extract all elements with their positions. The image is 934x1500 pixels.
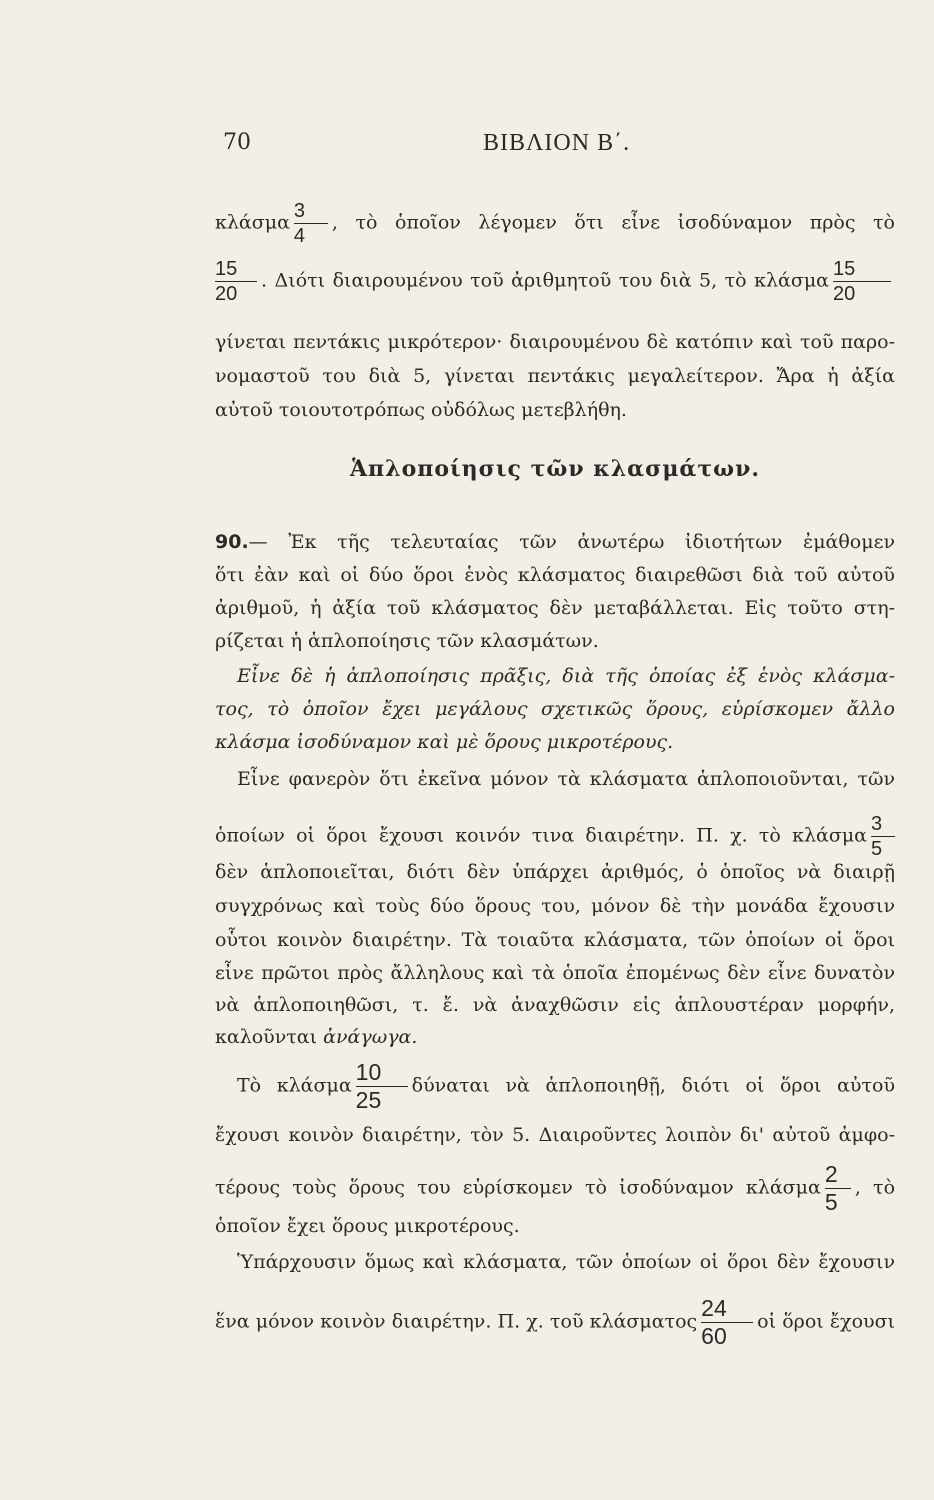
fraction-numerator: 15 — [215, 258, 238, 280]
fraction-numerator: 10 — [355, 1059, 382, 1085]
text-span: , τὸ ὁποῖον λέγομεν ὅτι εἶνε ἰσοδύναμον πρὸς τὸ — [331, 211, 895, 234]
text-line — [215, 200, 895, 247]
text-span: . Διότι διαιρουμένου τοῦ ἀριθμητοῦ του διὰ 5, τὸ κλάσμα — [261, 269, 829, 292]
text-line — [215, 530, 895, 554]
text-line: γίνεται πεντάκις μικρότερον· διαιρουμένου δὲ κατόπιν καὶ τοῦ παρο- — [215, 331, 895, 353]
fraction-numerator: 3 — [871, 813, 883, 835]
fraction — [356, 1060, 408, 1113]
text-line — [215, 813, 895, 860]
text-line — [215, 1162, 895, 1215]
term-italic: ἀνάγωγα. — [323, 1026, 418, 1048]
text-line: νὰ ἁπλοποιηθῶσι, τ. ἔ. νὰ ἀναχθῶσιν εἰς ἁπλουστέραν μορφήν, — [215, 994, 895, 1016]
text-line: αὐτοῦ τοιουτοτρόπως οὐδόλως μετεβλήθη. — [215, 399, 627, 421]
text-line: ἀριθμοῦ, ἡ ἀξία τοῦ κλάσματος δὲν μεταβάλλεται. Εἰς τοῦτο στη- — [215, 597, 895, 619]
section-number: 90. — [215, 531, 249, 553]
text-line: δὲν ἁπλοποιεῖται, διότι δὲν ὑπάρχει ἀριθμός, ὁ ὁποῖος νὰ διαιρῇ — [215, 861, 895, 883]
fraction — [871, 813, 895, 860]
fraction-denominator: 5 — [871, 838, 883, 860]
fraction — [701, 1296, 753, 1349]
section-heading: Ἁπλοποίησις τῶν κλασμάτων. — [349, 456, 761, 482]
text-span: Τὸ κλάσμα — [237, 1074, 352, 1097]
text-line: ὁποῖον ἔχει ὅρους μικροτέρους. — [215, 1215, 520, 1237]
text-span: τέρους τοὺς ὅρους του εὑρίσκομεν τὸ ἰσοδύναμον κλάσμα — [215, 1176, 821, 1199]
text-line: εἶνε πρῶτοι πρὸς ἄλληλους καὶ τὰ ὁποῖα ἐπομένως δὲν εἶνε δυνατὸν — [215, 962, 895, 984]
fraction — [833, 258, 891, 305]
fraction-numerator: 24 — [701, 1295, 727, 1321]
text-line: ἔχουσι κοινὸν διαιρέτην, τὸν 5. Διαιροῦντες λοιπὸν δι' αὐτοῦ ἀμφο- — [215, 1124, 895, 1146]
text-line — [215, 1060, 895, 1113]
text-span: δύναται νὰ ἁπλοποιηθῇ, διότι οἱ ὅροι αὐτοῦ — [411, 1074, 895, 1097]
fraction — [294, 200, 328, 247]
text-line: κλάσμα ἰσοδύναμον καὶ μὲ ὅρους μικροτέρους. — [215, 731, 674, 753]
text-line: τος, τὸ ὁποῖον ἔχει μεγάλους σχετικῶς ὅρους, εὑρίσκομεν ἄλλο — [215, 698, 895, 720]
fraction — [825, 1162, 851, 1215]
text-span: , τὸ — [854, 1176, 896, 1199]
text-line: Εἶνε δὲ ἡ ἁπλοποίησις πρᾶξις, διὰ τῆς ὁποίας ἐξ ἑνὸς κλάσμα- — [237, 665, 895, 687]
fraction-denominator: 60 — [701, 1323, 727, 1349]
text-span: οἱ ὅροι ἔχουσι — [757, 1310, 895, 1333]
text-span: — Ἐκ τῆς τελευταίας τῶν ἀνωτέρω ἰδιοτήτων ἐμάθομεν — [248, 531, 895, 553]
text-line: ὅτι ἐὰν καὶ οἱ δύο ὅροι ἑνὸς κλάσματος διαιρεθῶσι διὰ τοῦ αὐτοῦ — [215, 564, 895, 586]
text-line — [215, 1025, 895, 1049]
page-number: 70 — [223, 130, 251, 155]
fraction-numerator: 3 — [293, 200, 306, 222]
text-span: καλοῦνται — [215, 1026, 318, 1048]
text-line: νομαστοῦ του διὰ 5, γίνεται πεντάκις μεγαλείτερον. Ἄρα ἡ ἀξία — [215, 365, 895, 387]
text-span: κλάσμα — [215, 211, 290, 234]
fraction-numerator: 2 — [824, 1161, 838, 1187]
fraction-denominator: 4 — [293, 225, 306, 247]
text-line: Ὑπάρχουσιν ὅμως καὶ κλάσματα, τῶν ὁποίων οἱ ὅροι δὲν ἔχουσιν — [237, 1251, 895, 1273]
running-head: ΒΙΒΛΙΟΝ Β΄. — [483, 130, 631, 156]
text-span: ἕνα μόνον κοινὸν διαιρέτην. Π. χ. τοῦ κλάσματος — [215, 1310, 698, 1333]
fraction-denominator: 20 — [833, 283, 856, 305]
page-header — [215, 130, 894, 170]
fraction — [215, 258, 257, 305]
fraction-denominator: 5 — [824, 1189, 838, 1215]
fraction-denominator: 25 — [355, 1087, 382, 1113]
text-line — [215, 1296, 895, 1349]
text-line: συγχρόνως καὶ τοὺς δύο ὅρους του, μόνον δὲ τὴν μονάδα ἔχουσιν — [215, 895, 895, 917]
text-line: ρίζεται ἡ ἁπλοποίησις τῶν κλασμάτων. — [215, 630, 599, 652]
text-line: οὗτοι κοινὸν διαιρέτην. Τὰ τοιαῦτα κλάσματα, τῶν ὁποίων οἱ ὅροι — [215, 929, 895, 951]
fraction-denominator: 20 — [215, 283, 238, 305]
text-line: Εἶνε φανερὸν ὅτι ἐκεῖνα μόνον τὰ κλάσματα ἁπλοποιοῦνται, τῶν — [237, 768, 895, 790]
text-line — [215, 258, 895, 305]
text-span: ὁποίων οἱ ὅροι ἔχουσι κοινόν τινα διαιρέτην. Π. χ. τὸ κλάσμα — [215, 824, 867, 847]
fraction-numerator: 15 — [833, 258, 856, 280]
